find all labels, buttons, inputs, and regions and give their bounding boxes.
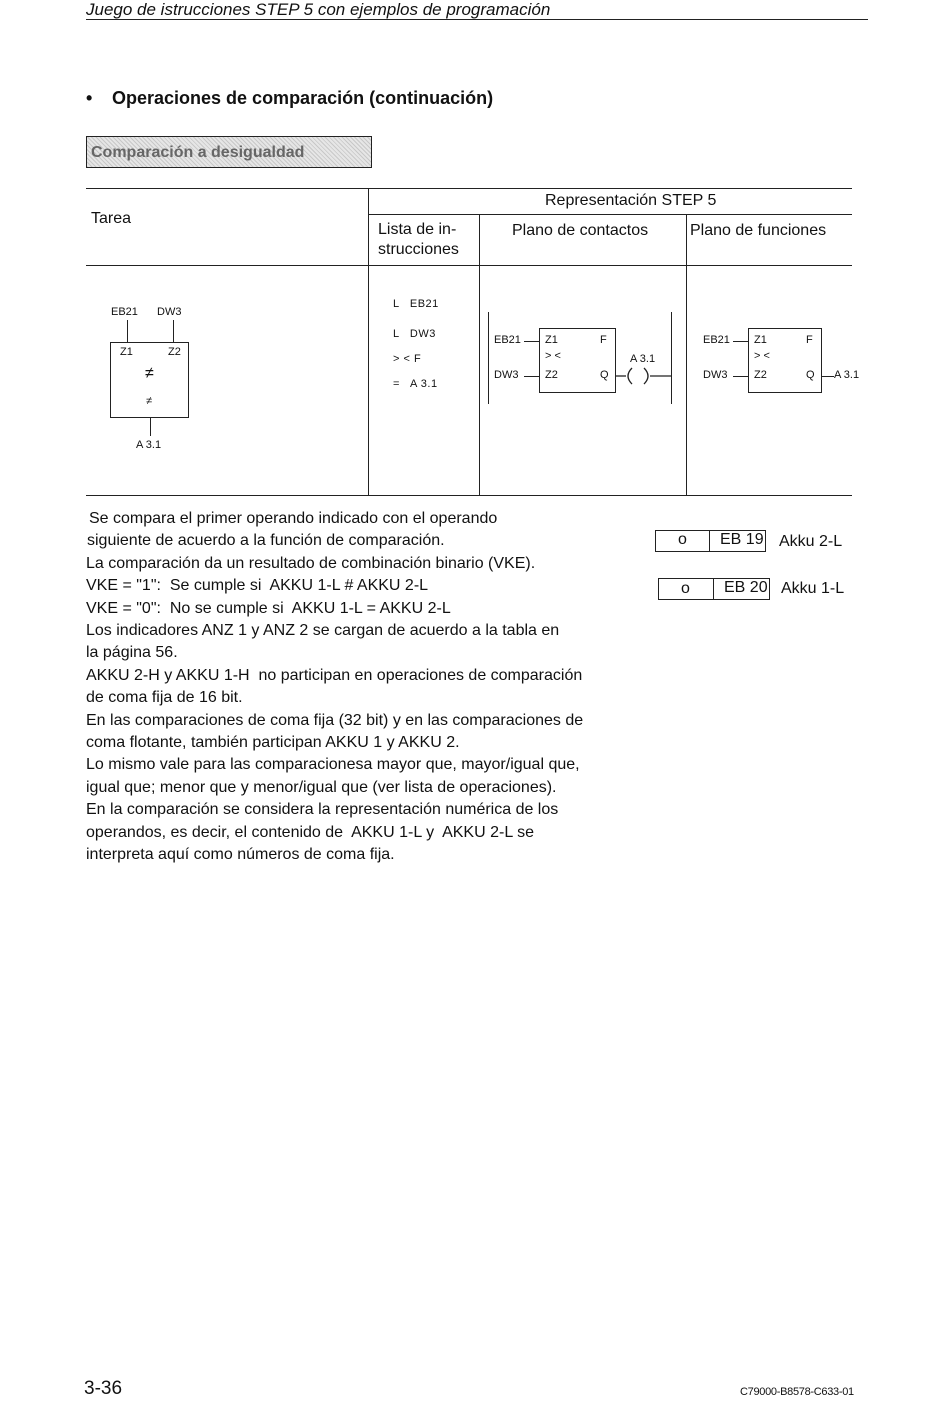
stl-line-2: L DW3 — [393, 328, 436, 340]
fbd-input-1-line — [733, 341, 748, 342]
fbd-z1: Z1 — [754, 334, 767, 346]
body-line-4: VKE = "1": Se cumple si AKKU 1-L # AKKU 2-L — [86, 577, 429, 595]
task-output: A 3.1 — [136, 439, 162, 451]
register-akku1-low: EB 20 — [724, 579, 768, 596]
task-input-1: EB21 — [111, 306, 138, 318]
register-akku1-label: Akku 1-L — [781, 580, 845, 597]
task-output-line — [150, 418, 151, 436]
body-text — [86, 508, 646, 867]
lad-f: F — [600, 334, 607, 346]
body-line-6: Los indicadores ANZ 1 y ANZ 2 se cargan de acuerdo a la tabla en — [86, 622, 560, 640]
table-divider-1 — [368, 188, 369, 495]
body-line-13: igual que; menor que y menor/igual que (ver lista de operaciones). — [86, 778, 557, 796]
table-header-rule — [86, 265, 852, 266]
table-bottom-rule — [86, 495, 852, 496]
task-not-equal-symbol-small: ≠ — [146, 395, 153, 407]
task-z2: Z2 — [168, 346, 181, 358]
lad-input-1: EB21 — [494, 334, 521, 346]
task-input-2: DW3 — [157, 306, 182, 318]
body-line-16: interpreta aquí como números de coma fija. — [86, 846, 395, 864]
col-lad-header: Plano de contactos — [512, 222, 649, 239]
stl-line-1: L EB21 — [393, 298, 439, 310]
fbd-f: F — [806, 334, 813, 346]
body-line-3: La comparación da un resultado de combinación binario (VKE). — [86, 554, 536, 572]
fbd-input-2: DW3 — [703, 369, 728, 381]
running-header: Juego de istrucciones STEP 5 con ejemplos de programación — [86, 0, 551, 19]
page-number: 3-36 — [84, 1378, 123, 1399]
body-line-9: de coma fija de 16 bit. — [86, 689, 243, 707]
table-top-rule — [86, 188, 852, 189]
register-akku1-divider — [713, 578, 714, 600]
lad-z2: Z2 — [545, 369, 558, 381]
fbd-z2: Z2 — [754, 369, 767, 381]
task-z1: Z1 — [120, 346, 133, 358]
bullet: • — [86, 88, 93, 108]
register-akku2-divider — [709, 530, 710, 552]
fbd-output-line — [822, 376, 834, 377]
fbd-q: Q — [806, 369, 815, 381]
lad-coil — [616, 366, 672, 386]
body-line-10: En las comparaciones de coma fija (32 bit) y en las comparaciones de — [86, 711, 584, 729]
table-divider-3 — [686, 214, 687, 495]
lad-q: Q — [600, 369, 609, 381]
register-akku2-high: o — [678, 531, 687, 548]
lad-input-2-line — [524, 376, 539, 377]
col-task-header: Tarea — [91, 210, 132, 227]
header-rule — [86, 19, 868, 20]
body-line-11: coma flotante, también participan AKKU 1 y AKKU 2. — [86, 734, 460, 752]
body-line-12: Lo mismo vale para las comparacionesa mayor que, mayor/igual que, — [86, 756, 580, 774]
lad-operator: > < — [545, 350, 561, 362]
body-line-1: Se compara el primer operando indicado con el operando — [89, 510, 498, 527]
document-code: C79000-B8578-C633-01 — [740, 1386, 854, 1398]
subsection-title: Comparación a desigualdad — [86, 136, 372, 168]
table-divider-2 — [479, 214, 480, 495]
col-stl-header-line2: strucciones — [378, 241, 459, 258]
lad-right-rail — [671, 312, 672, 404]
col-stl-header-line1: Lista de in- — [378, 221, 457, 238]
fbd-operator: > < — [754, 350, 770, 362]
col-fbd-header: Plano de funciones — [690, 222, 827, 239]
lad-z1: Z1 — [545, 334, 558, 346]
register-akku2-label: Akku 2-L — [779, 533, 843, 550]
task-not-equal-symbol: ≠ — [145, 365, 154, 382]
body-line-8: AKKU 2-H y AKKU 1-H no participan en operaciones de comparación — [86, 666, 583, 684]
fbd-output: A 3.1 — [834, 369, 860, 381]
task-input-2-line — [173, 320, 174, 342]
table-group-rule — [368, 214, 852, 215]
body-line-14: En la comparación se considera la representación numérica de los — [86, 801, 559, 819]
group-header: Representación STEP 5 — [545, 192, 717, 209]
task-input-1-line — [127, 320, 128, 342]
body-line-5: VKE = "0": No se cumple si AKKU 1-L = AKKU 2-L — [86, 599, 451, 617]
lad-input-1-line — [524, 341, 539, 342]
fbd-input-2-line — [733, 376, 748, 377]
lad-input-2: DW3 — [494, 369, 519, 381]
stl-line-3: > < F — [393, 353, 422, 365]
register-akku1-high: o — [681, 580, 690, 597]
stl-line-4: = A 3.1 — [393, 378, 438, 390]
register-akku2-low: EB 19 — [720, 531, 764, 548]
lad-coil-label: A 3.1 — [630, 353, 656, 365]
section-title: Operaciones de comparación (continuación) — [112, 88, 494, 108]
fbd-input-1: EB21 — [703, 334, 730, 346]
body-line-2: siguiente de acuerdo a la función de comparación. — [87, 532, 445, 550]
lad-left-rail — [488, 312, 489, 404]
body-line-7: la página 56. — [86, 644, 178, 662]
body-line-15: operandos, es decir, el contenido de AKKU 1-L y AKKU 2-L se — [86, 823, 534, 841]
